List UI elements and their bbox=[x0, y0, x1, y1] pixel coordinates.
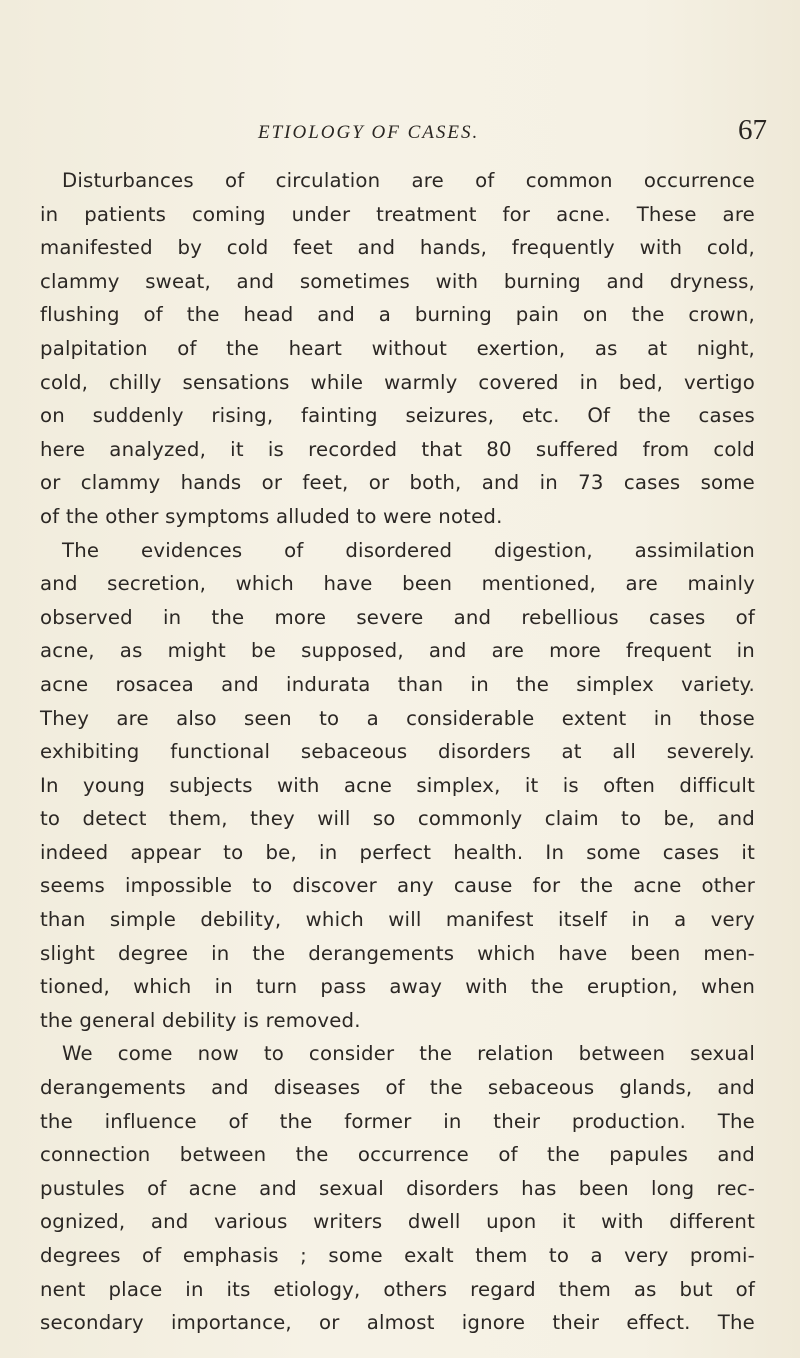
text-line: palpitation of the heart without exertion, as at night, bbox=[40, 336, 755, 360]
text-line: derangements and diseases of the sebaceous glands, and bbox=[40, 1076, 755, 1100]
text-line: nent place in its etiology, others regard them as but of bbox=[40, 1277, 755, 1301]
text-line: Disturbances of circulation are of common occurrence bbox=[62, 169, 755, 192]
body-text bbox=[40, 164, 755, 1340]
text-line: slight degree in the derangements which have been men- bbox=[40, 941, 755, 965]
text-line: degrees of emphasis ; some exalt them to a very promi- bbox=[40, 1244, 755, 1267]
text-line: here analyzed, it is recorded that 80 suffered from cold bbox=[40, 437, 755, 461]
running-head: ETIOLOGY OF CASES. bbox=[258, 122, 480, 143]
text-line: acne, as might be supposed, and are more frequent in bbox=[40, 639, 755, 663]
text-line: acne rosacea and indurata than in the simplex variety. bbox=[40, 672, 755, 696]
text-line: and secretion, which have been mentioned, are mainly bbox=[40, 572, 755, 596]
text-line: the general debility is removed. bbox=[40, 1008, 361, 1032]
text-line: in patients coming under treatment for acne. These are bbox=[40, 202, 755, 226]
text-line: the influence of the former in their production. The bbox=[40, 1109, 755, 1133]
text-line: flushing of the head and a burning pain on the crown, bbox=[40, 303, 755, 327]
text-line: of the other symptoms alluded to were noted. bbox=[40, 504, 503, 528]
text-line: secondary importance, or almost ignore their effect. The bbox=[40, 1311, 755, 1335]
text-line: ognized, and various writers dwell upon it with different bbox=[40, 1210, 755, 1234]
text-line: manifested by cold feet and hands, frequently with cold, bbox=[40, 236, 755, 260]
text-line: or clammy hands or feet, or both, and in 73 cases some bbox=[40, 471, 755, 495]
text-line: connection between the occurrence of the papules and bbox=[40, 1143, 755, 1167]
page-number: 67 bbox=[738, 114, 767, 146]
text-line: than simple debility, which will manifest itself in a very bbox=[40, 908, 755, 932]
text-line: We come now to consider the relation between sexual bbox=[62, 1042, 755, 1066]
text-line: The evidences of disordered digestion, assimilation bbox=[62, 538, 755, 562]
text-line: cold, chilly sensations while warmly covered in bed, vertigo bbox=[40, 370, 755, 394]
text-line: exhibiting functional sebaceous disorders at all severely. bbox=[40, 740, 755, 764]
text-line: on suddenly rising, fainting seizures, etc. Of the cases bbox=[40, 404, 755, 428]
text-line: to detect them, they will so commonly claim to be, and bbox=[40, 807, 755, 831]
text-line: In young subjects with acne simplex, it is often difficult bbox=[40, 773, 755, 797]
text-line: They are also seen to a considerable extent in those bbox=[40, 706, 755, 730]
text-line: clammy sweat, and sometimes with burning and dryness, bbox=[40, 269, 755, 293]
text-line: tioned, which in turn pass away with the eruption, when bbox=[40, 975, 755, 999]
text-line: indeed appear to be, in perfect health. In some cases it bbox=[40, 840, 755, 864]
text-line: pustules of acne and sexual disorders has been long rec- bbox=[40, 1176, 755, 1200]
text-line: seems impossible to discover any cause for the acne other bbox=[40, 874, 755, 898]
text-line: observed in the more severe and rebellious cases of bbox=[40, 605, 755, 629]
